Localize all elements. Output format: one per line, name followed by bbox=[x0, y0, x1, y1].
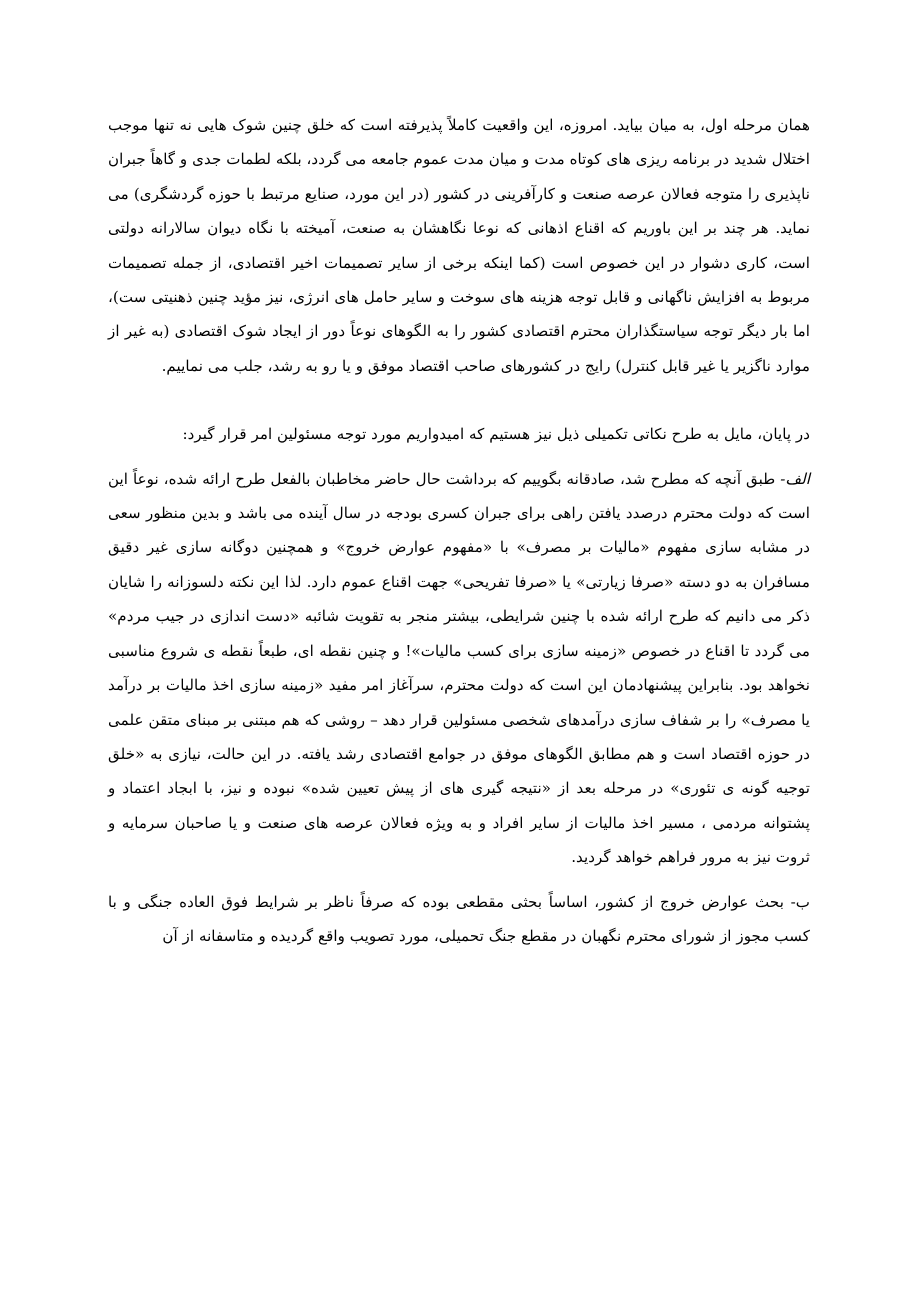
point-alef-text: طبق آنچه که مطرح شد، صادقانه بگوییم که برداشت حال حاضر مخاطبان بالفعل طرح ارائه شده، نوعاً این است که دولت محترم درصدد یافتن راهی برای جبران کسری بودجه در سال آینده می باشد و بدین منظور سعی در مشابه سازی مفهوم «مالیات بر مصرف» با «مفهوم عوارض خروج» و همچنین دوگانه سازی غیر دقیق مسافران به دو دسته «صرفا زیارتی» یا «صرفا تفریحی» جهت اقناع عموم دارد. لذا این نکته دلسوزانه را شایان ذکر می دانیم که طرح ارائه شده با چنین شرایطی، بیشتر منجر به تقویت شائبه «دست اندازی در جیب مردم» می گردد تا اقناع در خصوص «زمینه سازی برای کسب مالیات»! و چنین نقطه ای، طبعاً نقطه ی شروع مناسبی نخواهد بود. بنابراین پیشنهادمان این است که دولت محترم، سرآغاز امر مفید «زمینه سازی اخذ مالیات بر درآمد یا مصرف» را بر شفاف سازی درآمدهای شخصی مسئولین قرار دهد – روشی که هم مبتنی بر مبنای متقن علمی در حوزه اقتصاد است و هم مطابق الگوهای موفق در جوامع اقتصادی رشد یافته. در این حالت، نیازی به «خلق توجیه گونه ی تئوری» در مرحله بعد از «نتیجه گیری های از پیش تعیین شده» نبوده و نیز، با ابجاد اعتماد و پشتوانه مردمی ، مسیر اخذ مالیات از سایر افراد و به ویژه فعالان عرصه های صنعت و یا صاحبان سرمایه و ثروت نیز به مرور فراهم خواهد گردید. bbox=[108, 469, 810, 867]
paragraph-point-be: ب- بحث عوارض خروج از کشور، اساساً بحثی مقطعی بوده که صرفاً ناظر بر شرایط فوق العاده جنگی و با کسب مجوز از شورای محترم نگهبان در مقطع جنگ تحمیلی، مورد تصویب واقع گردیده و متاسفانه از آن bbox=[108, 892, 810, 945]
paragraph-closing-intro: در پایان، مایل به طرح نکاتی تکمیلی ذیل نیز هستیم که امیدواریم مورد توجه مسئولین امر قرار گیرد: bbox=[182, 425, 810, 444]
document-page bbox=[108, 108, 810, 953]
paragraph-tourism-shock: همان مرحله اول، به میان بیاید. امروزه، این واقعیت کاملاً پذیرفته است که خلق چنین شوک هایی نه تنها موجب اختلال شدید در برنامه ریزی های کوتاه مدت و میان مدت عموم جامعه می گردد، بلکه لطمات جدی و گاهاً جبران ناپذیری را متوجه فعالان عرصه صنعت و کارآفرینی در کشور (در این مورد، صنایع مرتبط با حوزه گردشگری) می نماید. هر چند بر این باوریم که اقناع اذهانی که نوعا نگاهشان به صنعت، آمیخته با نگاه دیوان سالارانه دولتی است، کاری دشوار در این خصوص است (کما اینکه برخی از سایر تصمیمات اخیر اقتصادی، از جمله تصمیمات مربوط به افزایش ناگهانی و قابل توجه هزینه های سوخت و سایر حامل های انرژی، نیز مؤید چنین ذهنیتی ست)، اما بار دیگر توجه سیاستگذاران محترم اقتصادی کشور را به الگوهای نوعاً دور از ایجاد شوک اقتصادی (به غیر از موارد ناگزیر یا غیر قابل کنترل) رایج در کشورهای صاحب اقتصاد موفق و یا رو به رشد، جلب می نماییم. bbox=[108, 116, 810, 375]
point-alef-label: الف- bbox=[780, 469, 810, 488]
paragraph-point-alef bbox=[108, 462, 810, 875]
